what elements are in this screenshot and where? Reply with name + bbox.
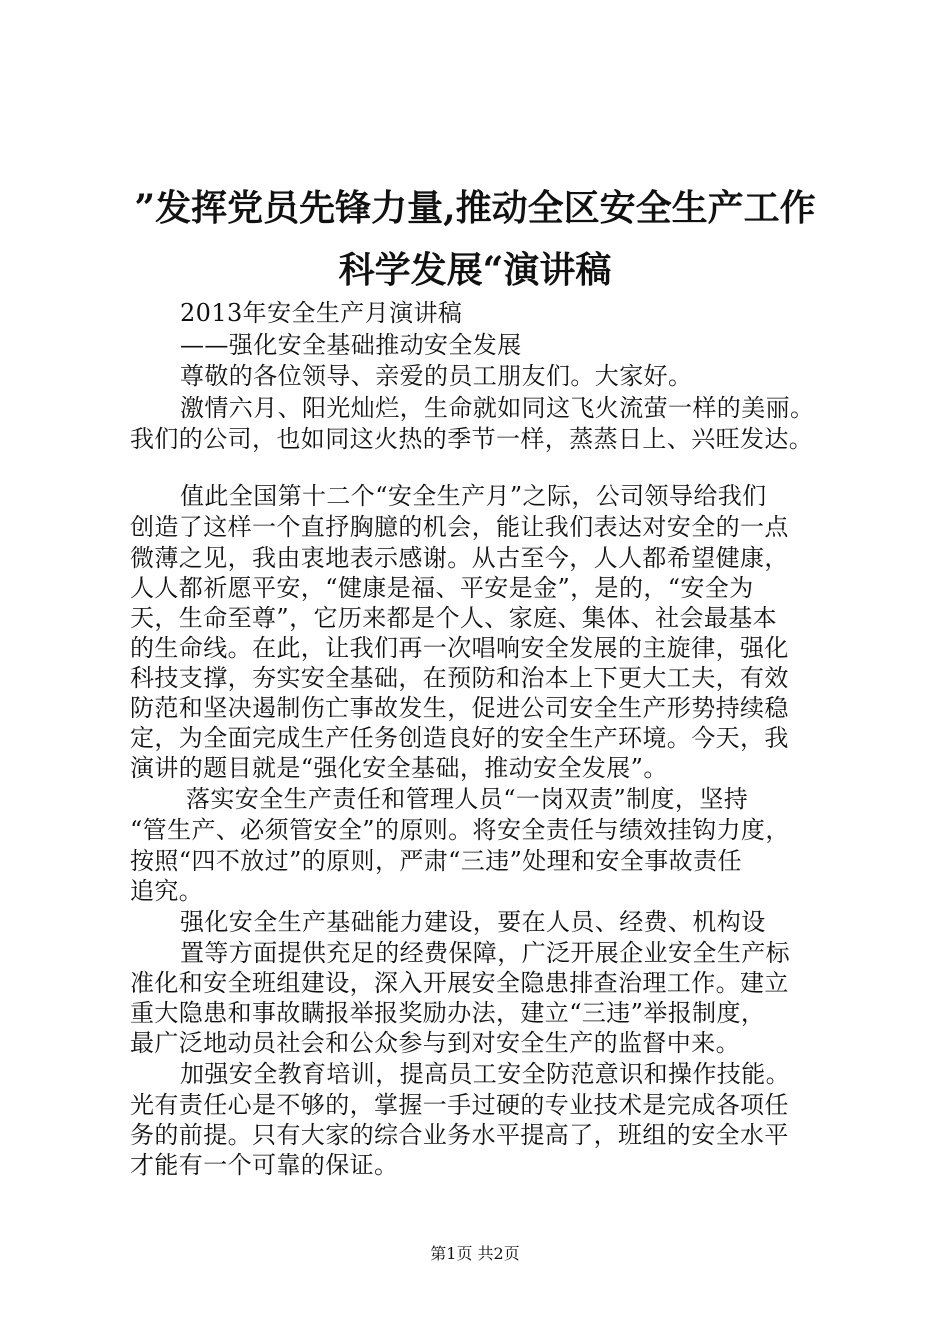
- body-line: 人人都祈愿平安，“健康是福、平安是金”，是的，“安全为: [130, 574, 754, 602]
- body-line: 天，生命至尊”，它历来都是个人、家庭、集体、社会最基本: [130, 604, 778, 632]
- body-line: 微薄之见，我由衷地表示感谢。从古至今，人人都希望健康，: [130, 544, 789, 572]
- body-line: 强化安全生产基础能力建设，要在人员、经费、机构设: [180, 908, 766, 936]
- body-line: “管生产、必须管安全”的原则。将安全责任与绩效挂钩力度，: [130, 816, 790, 844]
- body-line: 值此全国第十二个“安全生产月”之际，公司领导给我们: [180, 482, 767, 510]
- body-line: 最广泛地动员社会和公众参与到对安全生产的监督中来。: [130, 1029, 740, 1057]
- body-line: 防范和坚决遏制伤亡事故发生，促进公司安全生产形势持续稳: [130, 694, 789, 722]
- body-line: 落实安全生产责任和管理人员“一岗双责”制度，坚持: [186, 785, 749, 813]
- body-line: 务的前提。只有大家的综合业务水平提高了，班组的安全水平: [130, 1121, 789, 1149]
- body-line: 尊敬的各位领导、亲爱的员工朋友们。大家好。: [180, 362, 693, 390]
- body-line: ——强化安全基础推动安全发展: [180, 331, 522, 359]
- body-line: 才能有一个可靠的保证。: [130, 1151, 399, 1179]
- body-line: 演讲的题目就是“强化安全基础，推动安全发展”。: [130, 754, 668, 782]
- body-line: 的生命线。在此，让我们再一次唱响安全发展的主旋律，强化: [130, 634, 789, 662]
- body-line: 光有责任心是不够的，掌握一手过硬的专业技术是完成各项任: [130, 1091, 789, 1119]
- body-line: 创造了这样一个直抒胸臆的机会，能让我们表达对安全的一点: [130, 513, 789, 541]
- body-line: 准化和安全班组建设，深入开展安全隐患排查治理工作。建立: [130, 969, 789, 997]
- body-line: 重大隐患和事故瞒报举报奖励办法，建立“三违”举报制度，: [130, 999, 766, 1027]
- body-line: 按照“四不放过”的原则，严肃“三违”处理和安全事故责任: [130, 847, 742, 875]
- body-line: 科技支撑，夯实安全基础，在预防和治本上下更大工夫，有效: [130, 664, 789, 692]
- body-line: 置等方面提供充足的经费保障，广泛开展企业安全生产标: [180, 939, 790, 967]
- page-number-footer: 第1页 共2页: [430, 1244, 520, 1263]
- document-title-line-1: ”发挥党员先锋力量,推动全区安全生产工作: [134, 187, 816, 229]
- body-line: 我们的公司，也如同这火热的季节一样，蒸蒸日上、兴旺发达。: [130, 425, 814, 453]
- body-line: 定，为全面完成生产任务创造良好的安全生产环境。今天，我: [130, 724, 789, 752]
- body-line: 2013年安全生产月演讲稿: [180, 299, 463, 327]
- body-line: 追究。: [130, 877, 204, 905]
- document-title-line-2: 科学发展“演讲稿: [338, 249, 612, 291]
- body-line: 激情六月、阳光灿烂，生命就如同这飞火流萤一样的美丽。: [180, 394, 815, 422]
- body-line: 加强安全教育培训，提高员工安全防范意识和操作技能。: [180, 1060, 790, 1088]
